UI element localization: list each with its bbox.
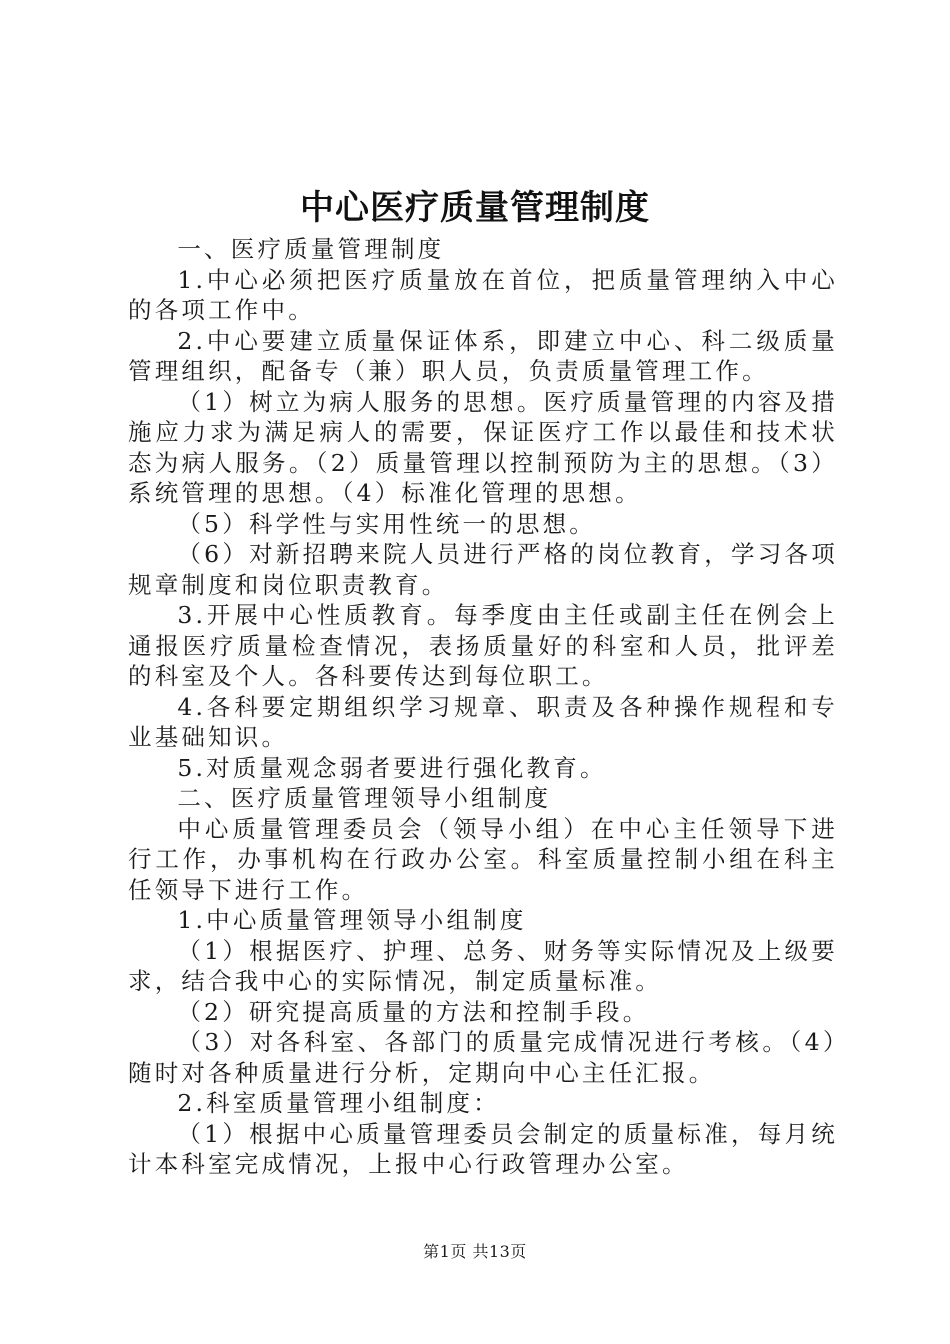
document-body [128, 234, 838, 1180]
paragraph: （6）对新招聘来院人员进行严格的岗位教育，学习各项规章制度和岗位职责教育。 [128, 540, 838, 599]
paragraph: 2.中心要建立质量保证体系，即建立中心、科二级质量管理组织，配备专（兼）职人员，负责质量管理工作。 [128, 326, 838, 385]
paragraph: （1）根据医疗、护理、总务、财务等实际情况及上级要求，结合我中心的实际情况，制定质量标准。 [128, 936, 838, 995]
page-number-footer: 第1页 共13页 [423, 1242, 527, 1261]
paragraph: （1）根据中心质量管理委员会制定的质量标准，每月统计本科室完成情况，上报中心行政管理办公室。 [128, 1119, 838, 1178]
paragraph: 1.中心质量管理领导小组制度 [177, 906, 527, 934]
paragraph: （5）科学性与实用性统一的思想。 [177, 509, 596, 538]
paragraph: 1.中心必须把医疗质量放在首位，把质量管理纳入中心的各项工作中。 [128, 265, 838, 324]
section-heading: 二、医疗质量管理领导小组制度 [177, 784, 552, 812]
paragraph: 4.各科要定期组织学习规章、职责及各种操作规程和专业基础知识。 [128, 692, 838, 751]
paragraph: 2.科室质量管理小组制度： [177, 1089, 500, 1117]
document-title: 中心医疗质量管理制度 [300, 188, 650, 228]
paragraph: 5.对质量观念弱者要进行强化教育。 [177, 753, 607, 782]
paragraph: 3.开展中心性质教育。每季度由主任或副主任在例会上通报医疗质量检查情况，表扬质量好的科室和人员，批评差的科室及个人。各科要传达到每位职工。 [128, 601, 838, 690]
paragraph: （2）研究提高质量的方法和控制手段。 [177, 997, 650, 1026]
section-heading: 一、医疗质量管理制度 [177, 235, 445, 263]
paragraph: （1）树立为病人服务的思想。医疗质量管理的内容及措施应力求为满足病人的需要，保证医疗工作以最佳和技术状态为病人服务。（2）质量管理以控制预防为主的思想。（3）系统管理的思想。（4）标准化管理的思想。 [128, 387, 838, 507]
paragraph: 中心质量管理委员会（领导小组）在中心主任领导下进行工作，办事机构在行政办公室。科室质量控制小组在科主任领导下进行工作。 [128, 814, 838, 904]
paragraph: （3）对各科室、各部门的质量完成情况进行考核。（4）随时对各种质量进行分析，定期向中心主任汇报。 [128, 1028, 838, 1087]
